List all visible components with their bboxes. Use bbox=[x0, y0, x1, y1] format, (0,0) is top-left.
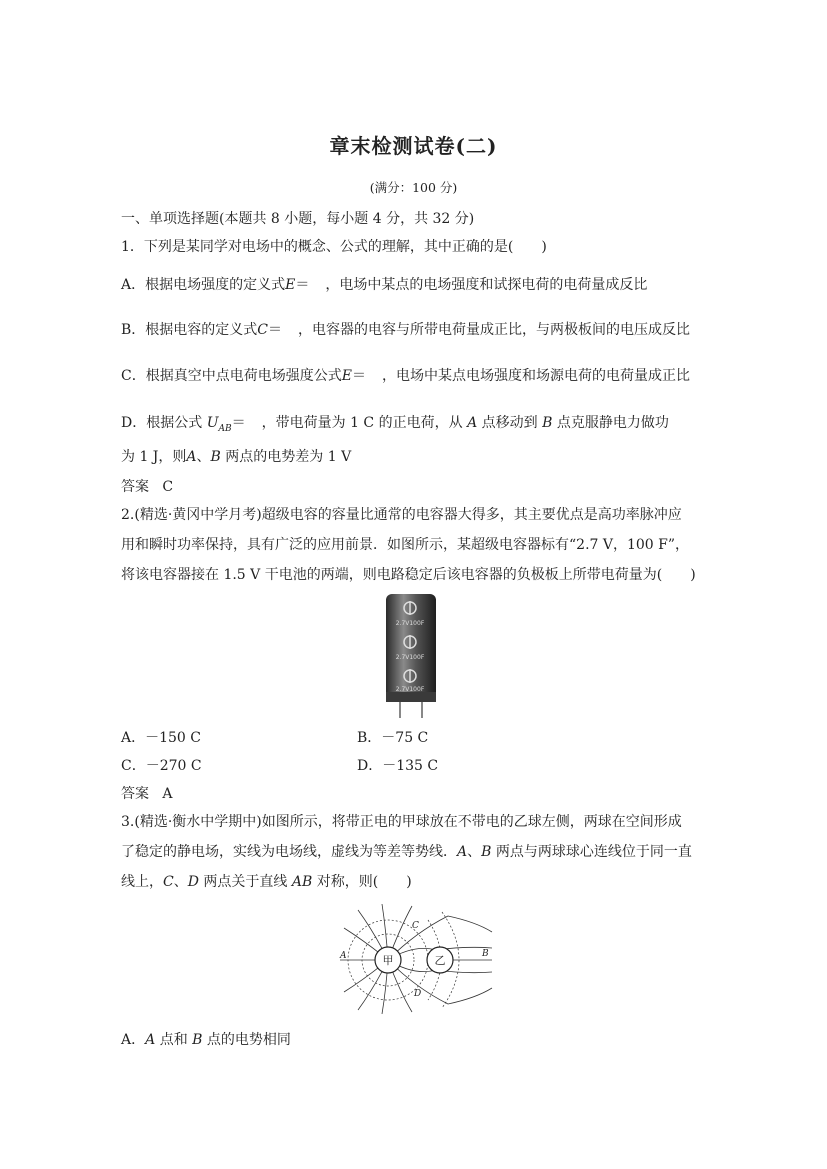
q2-answer: 答案 A bbox=[121, 786, 173, 802]
q3-stem-line3: 线上，C、D 两点关于直线 AB 对称，则( ) bbox=[121, 874, 412, 890]
capacitor-label: 2.7V100F bbox=[395, 686, 425, 693]
sphere-yi-label: 乙 bbox=[434, 954, 446, 967]
q1-answer: 答案 C bbox=[121, 479, 174, 495]
q3-stem-line2: 了稳定的静电场，实线为电场线，虚线为等差等势线．A、B 两点与两球球心连线位于同一直 bbox=[121, 844, 692, 860]
point-c-label: C bbox=[412, 921, 419, 931]
q1-option-c[interactable]: C．根据真空中点电荷电场强度公式E＝ ，电场中某点电场强度和场源电荷的电荷量成正比 bbox=[121, 368, 690, 384]
full-score-note: (满分：100 分) bbox=[369, 180, 458, 195]
point-a-label: A bbox=[340, 951, 347, 961]
sphere-jia-label: 甲 bbox=[382, 954, 394, 967]
capacitor-label: 2.7V100F bbox=[395, 654, 425, 661]
q2-stem-line3: 将该电容器接在 1.5 V 干电池的两端，则电路稳定后该电容器的负极板上所带电荷量为( ) bbox=[121, 567, 696, 583]
capacitor-label: 2.7V100F bbox=[395, 620, 425, 627]
q1-option-d[interactable]: D．根据公式 $U_{AB}=$ ，带电荷量为 1 C 的正电荷，从 A 点移动到 B 点克服静电力做功 bbox=[121, 415, 669, 434]
q2-option-b[interactable]: B．－75 C bbox=[357, 730, 429, 746]
q1-option-b[interactable]: B．根据电容的定义式C＝ ，电容器的电容与所带电荷量成正比，与两极板间的电压成反比 bbox=[121, 322, 691, 338]
q2-option-a[interactable]: A．－150 C bbox=[121, 730, 201, 746]
q1-option-d-cont: 为 1 J，则A、B 两点的电势差为 1 V bbox=[121, 449, 352, 465]
q1-option-a[interactable]: A．根据电场强度的定义式E＝ ，电场中某点的电场强度和试探电荷的电荷量成反比 bbox=[121, 277, 648, 293]
q2-stem-line1: 2.(精选·黄冈中学月考)超级电容的容量比通常的电容器大得多，其主要优点是高功率脉冲应 bbox=[121, 507, 682, 523]
page-title: 章末检测试卷(二) bbox=[329, 134, 498, 158]
electric-field-diagram bbox=[336, 902, 496, 1014]
q2-option-c[interactable]: C．－270 C bbox=[121, 758, 202, 774]
point-b-label: B bbox=[482, 949, 489, 959]
section-heading: 一、单项选择题(本题共 8 小题，每小题 4 分，共 32 分) bbox=[121, 211, 475, 227]
q1-stem: 1．下列是某同学对电场中的概念、公式的理解，其中正确的是( ) bbox=[121, 239, 547, 255]
q2-option-d[interactable]: D．－135 C bbox=[357, 758, 439, 774]
supercapacitor-image bbox=[378, 592, 442, 720]
q2-stem-line2: 用和瞬时功率保持，具有广泛的应用前景．如图所示，某超级电容器标有“2.7 V，100 F”， bbox=[121, 537, 690, 553]
q3-option-a[interactable]: A．A 点和 B 点的电势相同 bbox=[121, 1032, 291, 1048]
point-d-label: D bbox=[414, 989, 422, 999]
q3-stem-line1: 3.(精选·衡水中学期中)如图所示，将带正电的甲球放在不带电的乙球左侧，两球在空间形成 bbox=[121, 814, 682, 830]
